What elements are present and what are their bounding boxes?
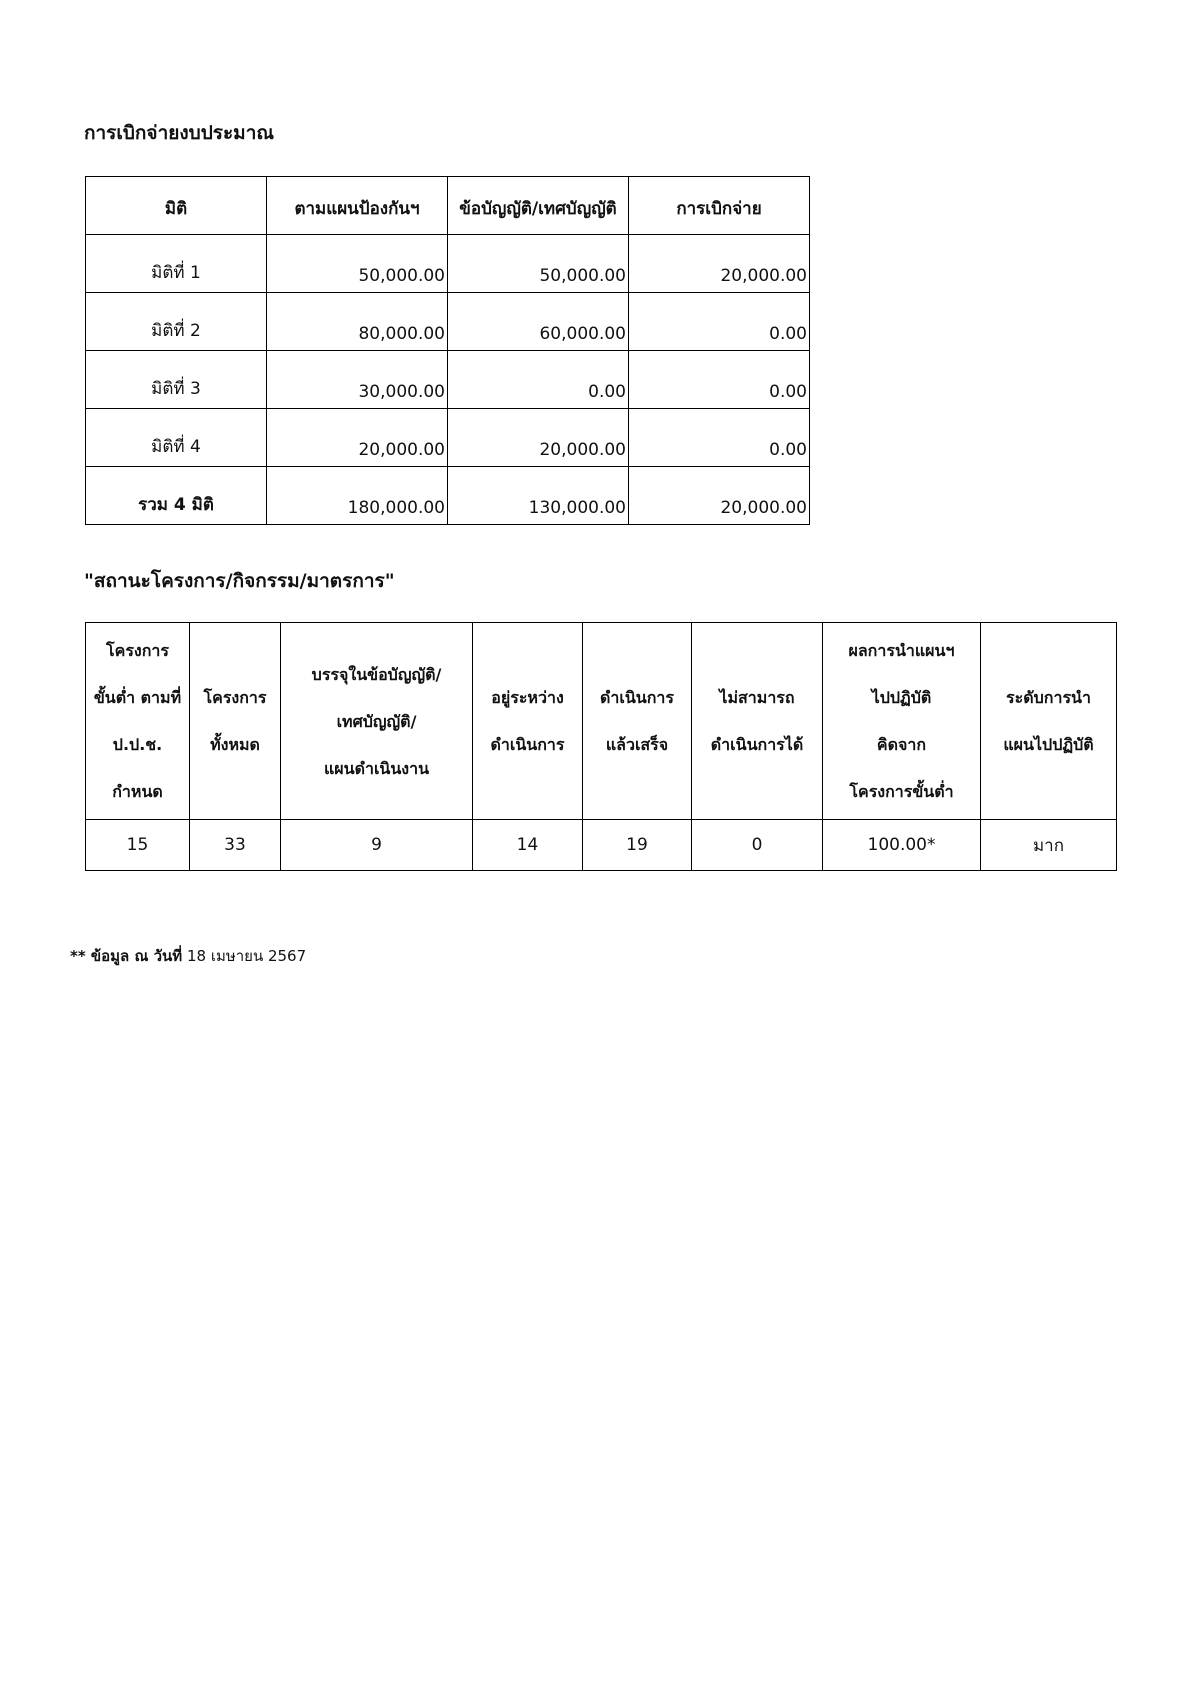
col-result-percent: ผลการนำแผนฯ ไปปฏิบัติ คิดจาก โครงการขั้นต่ำ (823, 623, 981, 820)
disbursed-amount: 0.00 (629, 293, 810, 351)
table-row (86, 351, 810, 409)
total-ordinance-amount: 130,000.00 (448, 467, 629, 525)
row-label: มิติที่ 4 (86, 409, 267, 467)
budget-heading: การเบิกจ่ายงบประมาณ (84, 122, 274, 144)
total-plan-amount: 180,000.00 (267, 467, 448, 525)
in-progress-value: 14 (473, 820, 583, 871)
plan-amount: 50,000.00 (267, 235, 448, 293)
status-heading: "สถานะโครงการ/กิจกรรม/มาตรการ" (84, 570, 395, 592)
col-in-ordinance: บรรจุในข้อบัญญัติ/ เทศบัญญัติ/ แผนดำเนินงาน (281, 623, 473, 820)
col-completed: ดำเนินการ แล้วเสร็จ (583, 623, 692, 820)
col-dimension: มิติ (86, 177, 267, 235)
table-row (86, 235, 810, 293)
col-prevention-plan: ตามแผนป้องกันฯ (267, 177, 448, 235)
footnote-prefix: ** ข้อมูล ณ วันที่ (70, 947, 183, 965)
total-projects-value: 33 (190, 820, 281, 871)
plan-amount: 80,000.00 (267, 293, 448, 351)
table-row (86, 293, 810, 351)
col-disbursement: การเบิกจ่าย (629, 177, 810, 235)
plan-amount: 30,000.00 (267, 351, 448, 409)
implementation-level-value: มาก (981, 820, 1117, 871)
footnote (70, 944, 306, 968)
total-label: รวม 4 มิติ (86, 467, 267, 525)
row-label: มิติที่ 1 (86, 235, 267, 293)
col-in-progress: อยู่ระหว่าง ดำเนินการ (473, 623, 583, 820)
disbursed-amount: 0.00 (629, 351, 810, 409)
ordinance-amount: 0.00 (448, 351, 629, 409)
table-row (86, 820, 1117, 871)
status-table (85, 622, 1117, 871)
total-row (86, 467, 810, 525)
total-disbursed-amount: 20,000.00 (629, 467, 810, 525)
ordinance-amount: 50,000.00 (448, 235, 629, 293)
table-row (86, 409, 810, 467)
status-header-row (86, 623, 1117, 820)
in-ordinance-value: 9 (281, 820, 473, 871)
ordinance-amount: 60,000.00 (448, 293, 629, 351)
col-ordinance: ข้อบัญญัติ/เทศบัญญัติ (448, 177, 629, 235)
result-percent-value: 100.00* (823, 820, 981, 871)
col-implementation-level: ระดับการนำ แผนไปปฏิบัติ (981, 623, 1117, 820)
row-label: มิติที่ 2 (86, 293, 267, 351)
footnote-date: 18 เมษายน 2567 (186, 947, 307, 965)
disbursed-amount: 20,000.00 (629, 235, 810, 293)
minimum-projects-value: 15 (86, 820, 190, 871)
disbursed-amount: 0.00 (629, 409, 810, 467)
unable-value: 0 (692, 820, 823, 871)
col-total-projects: โครงการ ทั้งหมด (190, 623, 281, 820)
plan-amount: 20,000.00 (267, 409, 448, 467)
budget-header-row (86, 177, 810, 235)
budget-table (85, 176, 810, 525)
completed-value: 19 (583, 820, 692, 871)
row-label: มิติที่ 3 (86, 351, 267, 409)
col-minimum-projects: โครงการ ขั้นต่ำ ตามที่ ป.ป.ช. กำหนด (86, 623, 190, 820)
ordinance-amount: 20,000.00 (448, 409, 629, 467)
col-unable: ไม่สามารถ ดำเนินการได้ (692, 623, 823, 820)
